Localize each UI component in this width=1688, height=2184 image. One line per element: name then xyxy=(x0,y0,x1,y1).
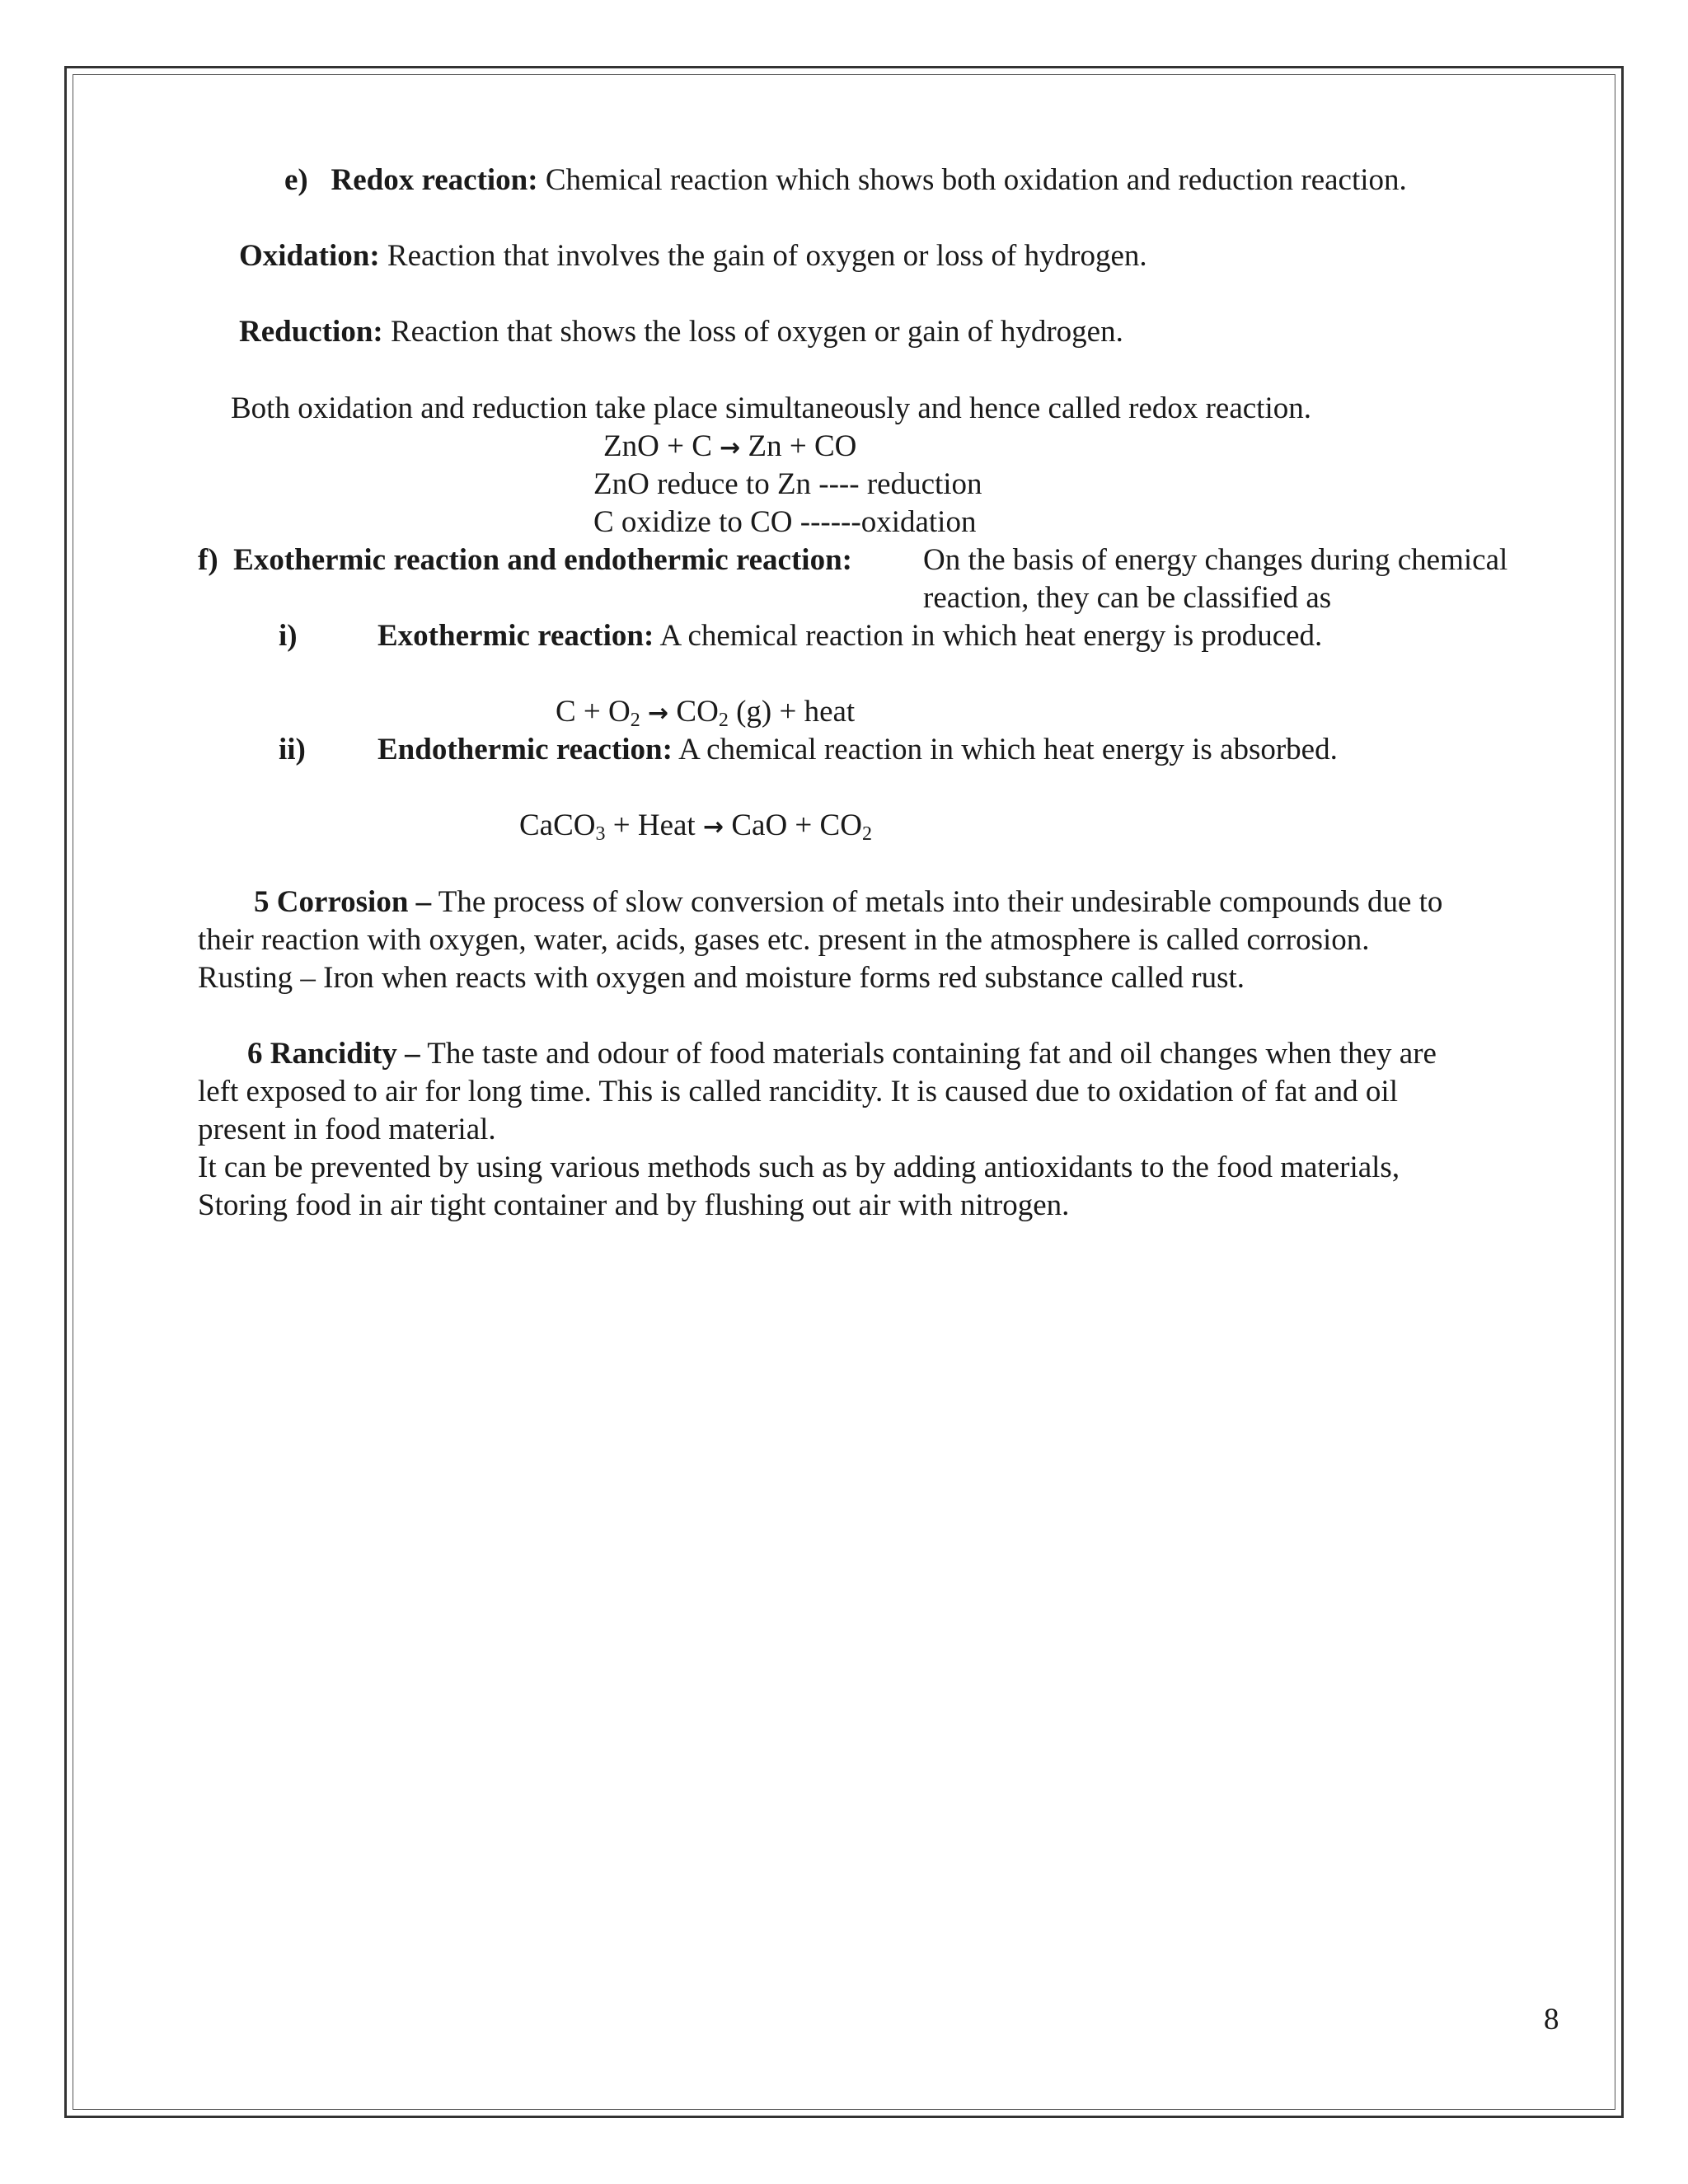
endo-term: Endothermic reaction: xyxy=(377,733,673,766)
rancidity-line1 xyxy=(247,1035,1437,1073)
arrow-icon: → xyxy=(720,434,741,462)
redox-equation xyxy=(603,428,856,467)
endo-eq-caco-sub: 3 xyxy=(595,823,606,845)
arrow-icon: → xyxy=(702,813,724,841)
endo-marker: ii) xyxy=(279,733,306,766)
thermal-term: Exothermic reaction and endothermic reaction: xyxy=(233,543,852,577)
endo-eq-products: CaO + CO xyxy=(731,808,862,842)
redox-definition-text: Chemical reaction which shows both oxidation and reduction reaction. xyxy=(545,163,1407,197)
endo-definition xyxy=(377,731,1338,769)
exo-equation xyxy=(556,693,855,733)
exo-eq-co2-sub: 2 xyxy=(718,710,729,731)
reduction-term: Reduction: xyxy=(239,315,383,349)
redox-term: Redox reaction: xyxy=(331,163,538,197)
corrosion-line3: Rusting – Iron when reacts with oxygen and moisture forms red substance called rust. xyxy=(198,961,1245,995)
redox-definition xyxy=(284,162,1407,199)
endo-eq-products-sub: 2 xyxy=(861,823,872,845)
thermal-heading xyxy=(198,541,852,579)
exo-definition-text: A chemical reaction in which heat energy is produced. xyxy=(659,619,1323,653)
arrow-icon: → xyxy=(648,699,669,728)
oxidation-definition-text: Reaction that involves the gain of oxygen or loss of hydrogen. xyxy=(387,239,1147,273)
redox-reduction-note: ZnO reduce to Zn ---- reduction xyxy=(593,467,982,501)
rancidity-line3: present in food material. xyxy=(198,1113,496,1146)
endo-definition-text: A chemical reaction in which heat energy is absorbed. xyxy=(678,733,1338,766)
exo-eq-co2: CO xyxy=(676,695,719,729)
redox-eq-left: ZnO + C xyxy=(603,429,712,463)
corrosion-line1-text: The process of slow conversion of metals into their undesirable compounds due to xyxy=(438,885,1443,919)
exo-term: Exothermic reaction: xyxy=(377,619,654,653)
oxidation-definition xyxy=(239,237,1147,275)
corrosion-line1 xyxy=(254,883,1442,921)
rancidity-line5: Storing food in air tight container and by flushing out air with nitrogen. xyxy=(198,1188,1070,1222)
oxidation-term: Oxidation: xyxy=(239,239,380,273)
redox-eq-right: Zn + CO xyxy=(748,429,857,463)
page-number: 8 xyxy=(1544,2003,1559,2036)
rancidity-line2: left exposed to air for long time. This is called rancidity. It is caused due to oxidation of fat and oil xyxy=(198,1075,1398,1108)
exo-marker: i) xyxy=(279,619,298,653)
thermal-intro-line1: On the basis of energy changes during chemical xyxy=(923,543,1508,577)
rancidity-line1-text: The taste and odour of food materials containing fat and oil changes when they are xyxy=(427,1037,1437,1071)
exo-definition xyxy=(377,617,1322,655)
corrosion-heading: 5 Corrosion – xyxy=(254,885,432,919)
endo-eq-caco: CaCO xyxy=(519,808,596,842)
endo-equation xyxy=(519,807,872,846)
rancidity-line4: It can be prevented by using various methods such as by adding antioxidants to the food materials, xyxy=(198,1151,1400,1184)
redox-summary: Both oxidation and reduction take place simultaneously and hence called redox reaction. xyxy=(231,391,1311,425)
exo-eq-tail: (g) + heat xyxy=(736,695,856,729)
rancidity-heading: 6 Rancidity – xyxy=(247,1037,420,1071)
redox-oxidation-note: C oxidize to CO ------oxidation xyxy=(593,505,977,539)
exo-eq-o2-sub: 2 xyxy=(630,710,640,731)
thermal-intro-line2: reaction, they can be classified as xyxy=(923,581,1332,615)
reduction-definition xyxy=(239,313,1123,351)
thermal-marker: f) xyxy=(198,543,218,577)
corrosion-line2: their reaction with oxygen, water, acids, gases etc. present in the atmosphere is called corrosion. xyxy=(198,923,1370,957)
redox-marker: e) xyxy=(284,163,308,197)
exo-eq-c: C + O xyxy=(556,695,631,729)
endo-eq-heat: + Heat xyxy=(612,808,696,842)
reduction-definition-text: Reaction that shows the loss of oxygen or gain of hydrogen. xyxy=(390,315,1123,349)
